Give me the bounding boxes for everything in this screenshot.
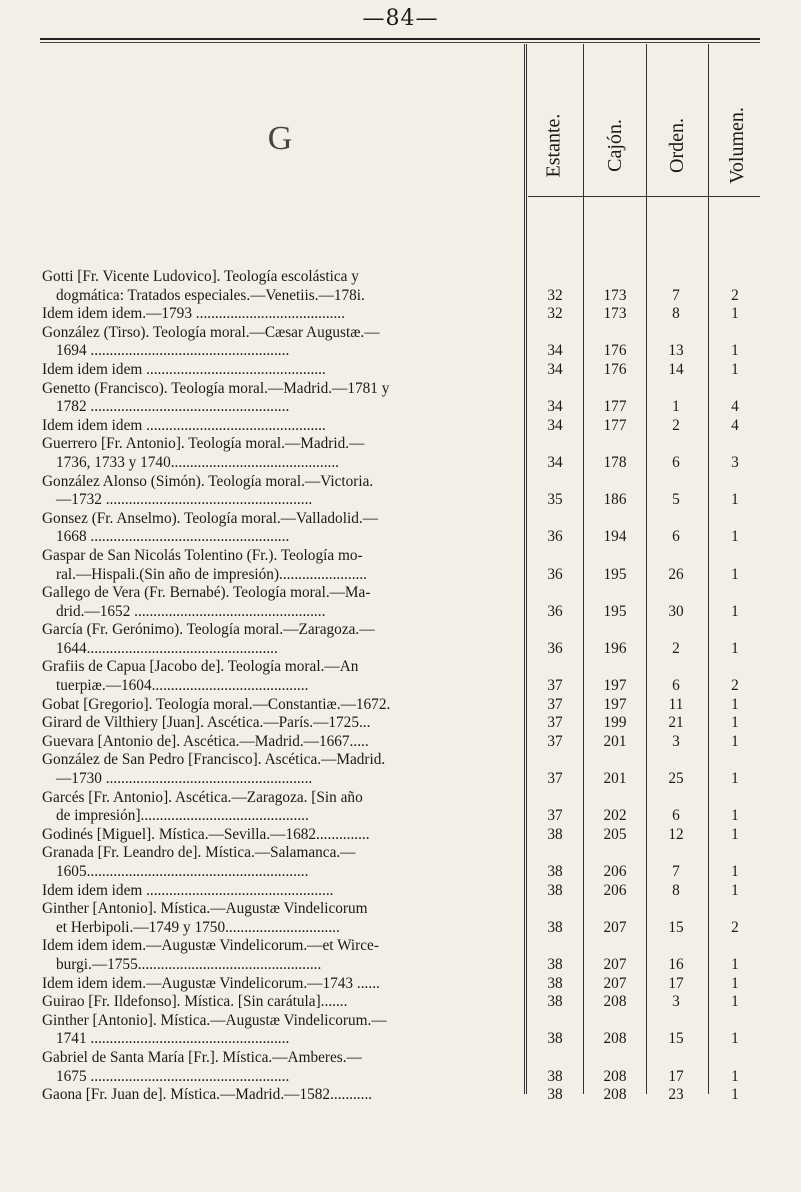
entry-line: Gabriel de Santa María [Fr.]. Mística.—Amberes.—	[42, 1048, 362, 1066]
entry-line: Genetto (Francisco). Teología moral.—Madrid.—1781 y	[42, 379, 390, 397]
entry-cajon: 207	[603, 955, 627, 973]
entry-volumen: 1	[731, 732, 739, 750]
entry-orden: 25	[668, 770, 684, 788]
top-rule	[40, 38, 760, 40]
catalog-entries	[0, 268, 801, 1105]
entry-orden: 8	[672, 305, 680, 323]
catalog-entry	[0, 937, 801, 974]
entry-orden: 12	[668, 825, 684, 843]
entry-cajon: 173	[603, 305, 627, 323]
catalog-entry	[0, 435, 801, 472]
entry-estante: 37	[547, 695, 563, 713]
entry-description	[42, 696, 520, 715]
entry-volumen: 1	[731, 807, 739, 825]
entry-volumen: 1	[731, 602, 739, 620]
entry-description	[42, 882, 520, 901]
entry-volumen: 1	[731, 639, 739, 657]
entry-cajon: 176	[603, 342, 627, 360]
entry-cajon: 207	[603, 974, 627, 992]
entry-line: 1741 ....................................................	[56, 1030, 290, 1048]
entry-volumen: 1	[731, 1067, 739, 1085]
entry-volumen: 4	[731, 416, 739, 434]
entry-line: González (Tirso). Teología moral.—Cæsar Augustæ.—	[42, 323, 380, 341]
entry-orden: 6	[672, 453, 680, 471]
entry-line: Idem idem idem.—Augustæ Vindelicorum.—et Wirce-	[42, 937, 379, 955]
entry-line: González Alonso (Simón). Teología moral.—Victoria.	[42, 472, 374, 490]
entry-volumen: 1	[731, 863, 739, 880]
entry-estante: 36	[547, 528, 563, 546]
entry-line: Girard de Vilthiery [Juan]. Ascética.—París.—1725...	[42, 714, 371, 732]
entry-cajon: 208	[603, 1030, 627, 1048]
entry-orden: 6	[672, 677, 680, 695]
entry-description	[42, 417, 520, 436]
section-letter: G	[267, 120, 293, 157]
entry-orden: 6	[672, 807, 680, 825]
entry-volumen: 1	[731, 714, 739, 732]
entry-volumen: 1	[731, 955, 739, 973]
entry-cajon: 201	[603, 770, 627, 788]
entry-estante: 38	[547, 993, 563, 1011]
entry-line: Idem idem idem.—Augustæ Vindelicorum.—1743 ......	[42, 974, 380, 992]
catalog-entry	[0, 1049, 801, 1086]
entry-description	[42, 789, 520, 826]
entry-line: Gotti [Fr. Vicente Ludovico]. Teología escolástica y	[42, 268, 359, 285]
entry-estante: 36	[547, 602, 563, 620]
entry-description	[42, 268, 520, 305]
entry-estante: 37	[547, 714, 563, 732]
entry-volumen: 1	[731, 305, 739, 323]
entry-estante: 37	[547, 732, 563, 750]
entry-line: Idem idem idem ...............................................	[42, 360, 326, 378]
entry-description	[42, 584, 520, 621]
entry-cajon: 195	[603, 602, 627, 620]
entry-volumen: 2	[731, 286, 739, 304]
entry-line: Guirao [Fr. Ildefonso]. Mística. [Sin carátula].......	[42, 993, 348, 1011]
entry-volumen: 1	[731, 825, 739, 843]
top-rule-thin	[40, 42, 760, 43]
entry-line: tuerpiæ.—1604.........................................	[56, 677, 309, 695]
catalog-entry	[0, 714, 801, 733]
catalog-entry	[0, 900, 801, 937]
entry-estante: 38	[547, 1030, 563, 1048]
entry-line: et Herbipoli.—1749 y 1750..............................	[56, 918, 340, 936]
entry-line: Ginther [Antonio]. Mística.—Augustæ Vindelicorum	[42, 900, 368, 918]
entry-orden: 23	[668, 1086, 684, 1104]
catalog-entry	[0, 1012, 801, 1049]
entry-volumen: 2	[731, 677, 739, 695]
entry-volumen: 1	[731, 881, 739, 899]
entry-line: Idem idem idem ...............................................	[42, 416, 326, 434]
entry-description	[42, 733, 520, 752]
entry-estante: 37	[547, 677, 563, 695]
entry-volumen: 2	[731, 918, 739, 936]
column-header-estante: Estante.	[542, 113, 565, 177]
entry-volumen: 1	[731, 1030, 739, 1048]
catalog-entry	[0, 324, 801, 361]
entry-line: Grafiis de Capua [Jacobo de]. Teología moral.—An	[42, 658, 359, 676]
entry-estante: 38	[547, 955, 563, 973]
catalog-entry	[0, 510, 801, 547]
entry-orden: 21	[668, 714, 684, 732]
catalog-entry	[0, 826, 801, 845]
entry-estante: 38	[547, 1086, 563, 1104]
entry-description	[42, 1086, 520, 1105]
entry-line: Godinés [Miguel]. Mística.—Sevilla.—1682..............	[42, 825, 370, 843]
entry-cajon: 186	[603, 491, 627, 509]
entry-description	[42, 361, 520, 380]
entry-line: Garcés [Fr. Antonio]. Ascética.—Zaragoza. [Sin año	[42, 788, 363, 806]
entry-orden: 3	[672, 732, 680, 750]
entry-line: Idem idem idem .................................................	[42, 881, 334, 899]
entry-orden: 11	[668, 695, 684, 713]
entry-description	[42, 751, 520, 788]
entry-cajon: 177	[603, 398, 627, 416]
entry-line: —1730 ......................................................	[56, 770, 313, 788]
entry-line: Gonsez (Fr. Anselmo). Teología moral.—Valladolid.—	[42, 509, 378, 527]
entry-orden: 7	[672, 863, 680, 880]
entry-cajon: 197	[603, 695, 627, 713]
entry-orden: 15	[668, 918, 684, 936]
catalog-entry	[0, 975, 801, 994]
catalog-entry	[0, 584, 801, 621]
entry-volumen: 1	[731, 1086, 739, 1104]
entry-estante: 38	[547, 881, 563, 899]
entry-volumen: 1	[731, 770, 739, 788]
catalog-entry	[0, 417, 801, 436]
entry-orden: 1	[672, 398, 680, 416]
column-header-cajon: Cajón.	[603, 118, 626, 172]
catalog-entry	[0, 361, 801, 380]
entry-estante: 34	[547, 398, 563, 416]
entry-line: Guevara [Antonio de]. Ascética.—Madrid.—1667.....	[42, 732, 369, 750]
catalog-entry	[0, 751, 801, 788]
entry-orden: 15	[668, 1030, 684, 1048]
entry-line: ral.—Hispali.(Sin año de impresión).......................	[56, 565, 367, 583]
entry-description	[42, 473, 520, 510]
entry-volumen: 1	[731, 695, 739, 713]
entry-line: drid.—1652 ..................................................	[56, 602, 326, 620]
entry-cajon: 196	[603, 639, 627, 657]
entry-orden: 7	[672, 286, 680, 304]
entry-description	[42, 621, 520, 658]
catalog-entry	[0, 993, 801, 1012]
entry-cajon: 194	[603, 528, 627, 546]
entry-estante: 35	[547, 491, 563, 509]
column-header-volumen: Volumen.	[725, 106, 748, 184]
entry-cajon: 201	[603, 732, 627, 750]
catalog-entry	[0, 473, 801, 510]
entry-orden: 8	[672, 881, 680, 899]
entry-volumen: 1	[731, 974, 739, 992]
entry-orden: 2	[672, 639, 680, 657]
catalog-entry	[0, 1086, 801, 1105]
entry-line: de impresión]............................................	[56, 807, 309, 825]
entry-cajon: 176	[603, 360, 627, 378]
entry-cajon: 206	[603, 863, 627, 880]
entry-volumen: 4	[731, 398, 739, 416]
entry-cajon: 208	[603, 1067, 627, 1085]
column-header-orden: Orden.	[665, 117, 688, 173]
entry-cajon: 208	[603, 993, 627, 1011]
entry-orden: 13	[668, 342, 684, 360]
entry-estante: 37	[547, 807, 563, 825]
entry-orden: 6	[672, 528, 680, 546]
entry-line: Gobat [Gregorio]. Teología moral.—Constantiæ.—1672.	[42, 695, 391, 713]
entry-cajon: 207	[603, 918, 627, 936]
entry-volumen: 1	[731, 993, 739, 1011]
catalog-entry	[0, 696, 801, 715]
entry-description	[42, 324, 520, 361]
header-bottom-rule	[528, 196, 760, 197]
entry-line: Gallego de Vera (Fr. Bernabé). Teología moral.—Ma-	[42, 584, 371, 602]
entry-description	[42, 305, 520, 324]
entry-description	[42, 844, 520, 881]
entry-line: —1732 ......................................................	[56, 491, 313, 509]
entry-orden: 17	[668, 974, 684, 992]
entry-estante: 32	[547, 286, 563, 304]
entry-line: Granada [Fr. Leandro de]. Mística.—Salamanca.—	[42, 844, 356, 862]
entry-estante: 38	[547, 1067, 563, 1085]
entry-orden: 30	[668, 602, 684, 620]
entry-cajon: 197	[603, 677, 627, 695]
entry-estante: 32	[547, 305, 563, 323]
entry-description	[42, 1049, 520, 1086]
entry-line: Ginther [Antonio]. Mística.—Augustæ Vindelicorum.—	[42, 1011, 387, 1029]
entry-line: Gaspar de San Nicolás Tolentino (Fr.). Teología mo-	[42, 546, 363, 564]
entry-description	[42, 547, 520, 584]
entry-line: Idem idem idem.—1793 .......................................	[42, 305, 345, 323]
entry-cajon: 206	[603, 881, 627, 899]
entry-estante: 38	[547, 863, 563, 880]
entry-line: 1736, 1733 y 1740............................................	[56, 453, 339, 471]
entry-cajon: 173	[603, 286, 627, 304]
entry-estante: 38	[547, 974, 563, 992]
entry-description	[42, 380, 520, 417]
entry-estante: 34	[547, 416, 563, 434]
catalog-entry	[0, 844, 801, 881]
entry-orden: 17	[668, 1067, 684, 1085]
entry-line: 1675 ....................................................	[56, 1067, 290, 1085]
entry-line: 1668 ....................................................	[56, 528, 290, 546]
catalog-entry	[0, 268, 801, 305]
entry-description	[42, 658, 520, 695]
entry-volumen: 1	[731, 565, 739, 583]
entry-line: Gaona [Fr. Juan de]. Mística.—Madrid.—1582...........	[42, 1086, 373, 1104]
entry-description	[42, 993, 520, 1012]
catalog-entry	[0, 789, 801, 826]
entry-orden: 14	[668, 360, 684, 378]
entry-cajon: 208	[603, 1086, 627, 1104]
catalog-entry	[0, 305, 801, 324]
entry-description	[42, 937, 520, 974]
entry-orden: 3	[672, 993, 680, 1011]
catalog-entry	[0, 882, 801, 901]
entry-volumen: 3	[731, 453, 739, 471]
entry-line: García (Fr. Gerónimo). Teología moral.—Zaragoza.—	[42, 621, 375, 639]
entry-estante: 36	[547, 639, 563, 657]
entry-cajon: 202	[603, 807, 627, 825]
catalog-entry	[0, 733, 801, 752]
entry-line: 1644..................................................	[56, 639, 278, 657]
entry-estante: 34	[547, 342, 563, 360]
page-number: —84—	[362, 6, 439, 31]
entry-orden: 16	[668, 955, 684, 973]
entry-description	[42, 1012, 520, 1049]
entry-line: 1605..........................................................	[56, 863, 309, 880]
entry-cajon: 178	[603, 453, 627, 471]
entry-estante: 34	[547, 360, 563, 378]
catalog-entry	[0, 380, 801, 417]
entry-cajon: 177	[603, 416, 627, 434]
entry-cajon: 195	[603, 565, 627, 583]
catalog-entry	[0, 658, 801, 695]
entry-line: Guerrero [Fr. Antonio]. Teología moral.—Madrid.—	[42, 435, 365, 453]
entry-line: González de San Pedro [Francisco]. Ascética.—Madrid.	[42, 751, 386, 769]
entry-cajon: 199	[603, 714, 627, 732]
entry-orden: 26	[668, 565, 684, 583]
entry-description	[42, 826, 520, 845]
entry-line: dogmática: Tratados especiales.—Venetiis.—178i.	[56, 286, 365, 304]
entry-description	[42, 714, 520, 733]
entry-cajon: 205	[603, 825, 627, 843]
entry-description	[42, 510, 520, 547]
entry-line: burgi.—1755................................................	[56, 955, 322, 973]
entry-volumen: 1	[731, 528, 739, 546]
catalog-entry	[0, 547, 801, 584]
entry-estante: 37	[547, 770, 563, 788]
catalog-entry	[0, 621, 801, 658]
entry-description	[42, 900, 520, 937]
entry-description	[42, 975, 520, 994]
entry-volumen: 1	[731, 360, 739, 378]
entry-estante: 36	[547, 565, 563, 583]
entry-volumen: 1	[731, 491, 739, 509]
entry-estante: 38	[547, 825, 563, 843]
entry-line: 1694 ....................................................	[56, 342, 290, 360]
entry-line: 1782 ....................................................	[56, 398, 290, 416]
entry-orden: 5	[672, 491, 680, 509]
entry-volumen: 1	[731, 342, 739, 360]
entry-description	[42, 435, 520, 472]
entry-estante: 38	[547, 918, 563, 936]
entry-estante: 34	[547, 453, 563, 471]
entry-orden: 2	[672, 416, 680, 434]
